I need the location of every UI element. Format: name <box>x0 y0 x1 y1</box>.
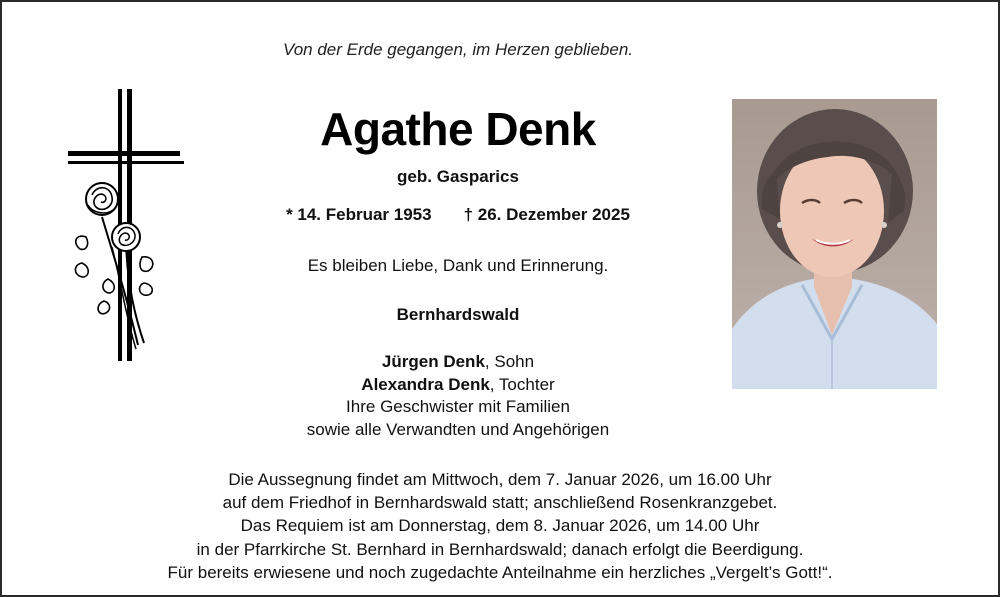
memory-line: Es bleiben Liebe, Dank und Erinnerung. <box>307 256 609 275</box>
mourner-group: Ihre Geschwister mit Familien <box>346 397 570 416</box>
death-date: † 26. Dezember 2025 <box>463 205 630 224</box>
motto: Von der Erde gegangen, im Herzen geblieben. <box>283 40 633 59</box>
mourner-relation: , Tochter <box>489 374 555 394</box>
portrait-photo <box>732 99 937 389</box>
deceased-name: Agathe Denk <box>320 103 596 155</box>
maiden-name: geb. Gasparics <box>397 167 519 186</box>
birth-date: * 14. Februar 1953 <box>286 205 432 224</box>
mourner-name: Alexandra Denk <box>361 374 490 394</box>
mourner-name: Jürgen Denk <box>381 352 485 371</box>
service-details <box>2 468 998 584</box>
service-line: Die Aussegnung findet am Mittwoch, dem 7. Januar 2026, um 16.00 Uhr <box>228 470 772 489</box>
service-line: auf dem Friedhof in Bernhardswald statt; anschließend Rosenkranzgebet. <box>222 493 778 513</box>
service-line: in der Pfarrkirche St. Bernhard in Bernhardswald; danach erfolgt die Beerdigung. <box>196 539 804 559</box>
service-line: Das Requiem ist am Donnerstag, dem 8. Januar 2026, um 14.00 Uhr <box>240 516 760 536</box>
place: Bernhardswald <box>396 305 520 324</box>
service-line: Für bereits erwiesene und noch zugedachte Anteilnahme ein herzliches „Vergelt’s Gott!“. <box>167 562 833 582</box>
mourner-group: sowie alle Verwandten und Angehörigen <box>306 419 610 439</box>
mourner-relation: , Sohn <box>484 352 535 371</box>
